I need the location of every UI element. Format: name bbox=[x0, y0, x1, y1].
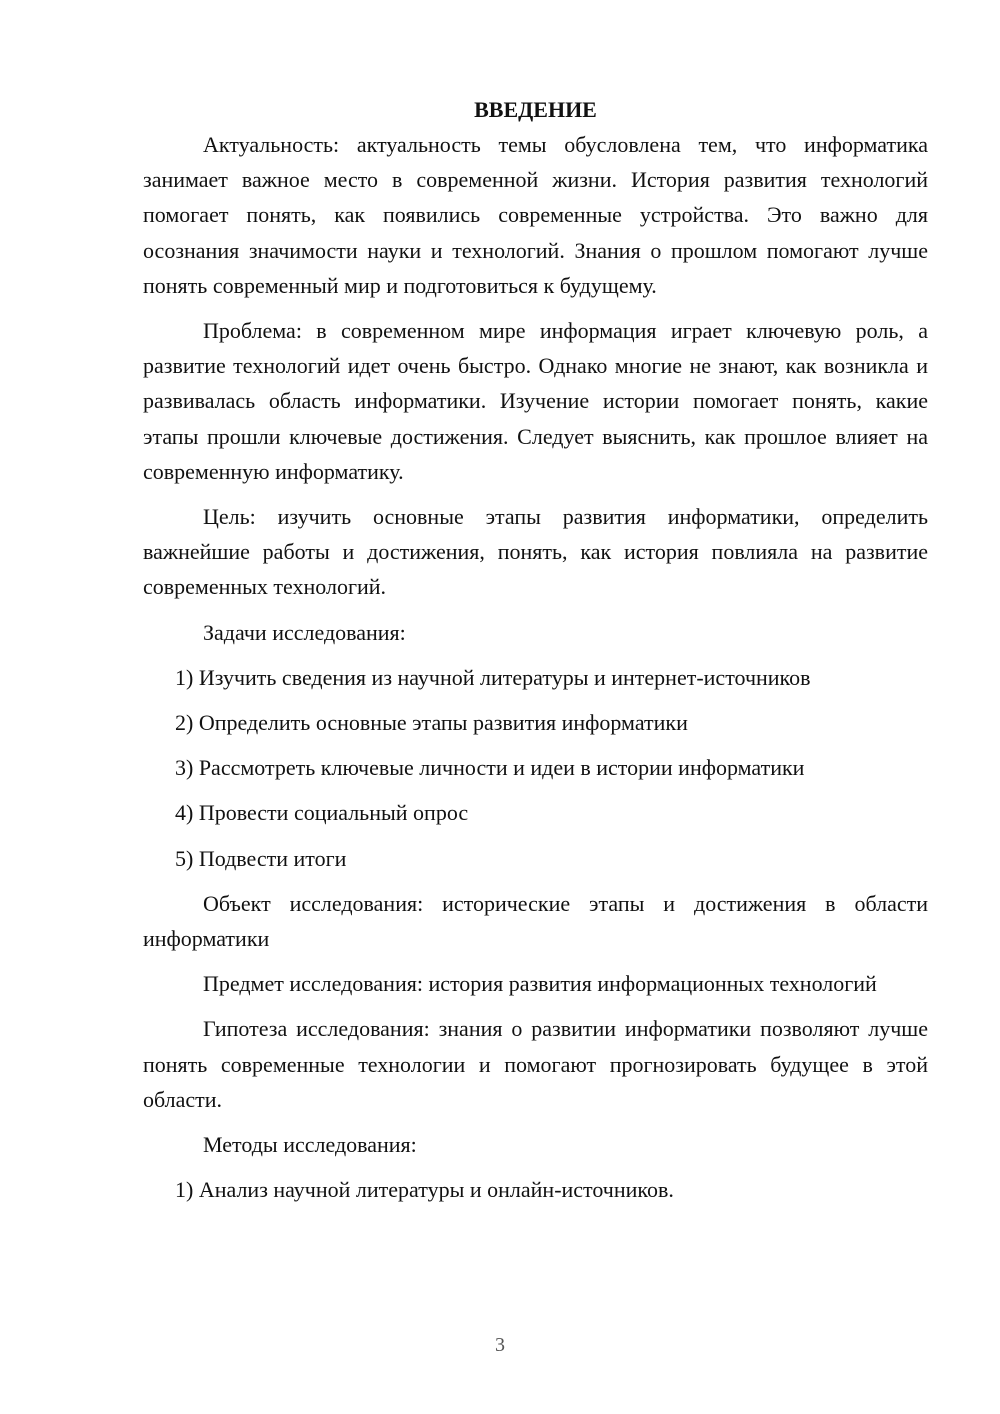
page-content bbox=[143, 92, 928, 1217]
task-item: 4) Провести социальный опрос bbox=[175, 800, 469, 826]
relevance-paragraph: Актуальность: актуальность темы обусловлена тем, что информатика занимает важное место в современной жизни. История развития технологий помогает понять, как появились современные устройства. Это важно для осознания значимости науки и технологий. Знания о прошлом помогают лучше понять современный мир и подготовиться к будущему. bbox=[143, 132, 928, 298]
task-item: 3) Рассмотреть ключевые личности и идеи в истории информатики bbox=[175, 755, 805, 781]
page-number: 3 bbox=[495, 1334, 505, 1356]
task-item: 1) Изучить сведения из научной литературы и интернет-источников bbox=[175, 664, 811, 690]
subject-paragraph: Предмет исследования: история развития информационных технологий bbox=[203, 971, 877, 997]
problem-paragraph: Проблема: в современном мире информация играет ключевую роль, а развитие технологий идет очень быстро. Однако многие не знают, как возникла и развивалась область информатики. Изучение истории помогает понять, какие этапы прошли ключевые достижения. Следует выяснить, как прошлое влияет на современную информатику. bbox=[143, 318, 928, 484]
task-item: 5) Подвести итоги bbox=[175, 845, 347, 871]
method-item: 1) Анализ научной литературы и онлайн-источников. bbox=[175, 1177, 674, 1203]
task-item: 2) Определить основные этапы развития информатики bbox=[175, 710, 688, 736]
goal-paragraph: Цель: изучить основные этапы развития информатики, определить важнейшие работы и достижения, понять, как история повлияла на развитие современных технологий. bbox=[143, 504, 928, 600]
tasks-heading: Задачи исследования: bbox=[203, 619, 406, 645]
object-paragraph: Объект исследования: исторические этапы и достижения в области информатики bbox=[143, 890, 928, 952]
tasks-list bbox=[143, 660, 928, 876]
section-title: ВВЕДЕНИЕ bbox=[474, 97, 597, 122]
methods-heading: Методы исследования: bbox=[203, 1132, 417, 1158]
methods-list bbox=[143, 1172, 928, 1207]
hypothesis-paragraph: Гипотеза исследования: знания о развитии информатики позволяют лучше понять современные технологии и помогают прогнозировать будущее в этой области. bbox=[143, 1016, 928, 1112]
